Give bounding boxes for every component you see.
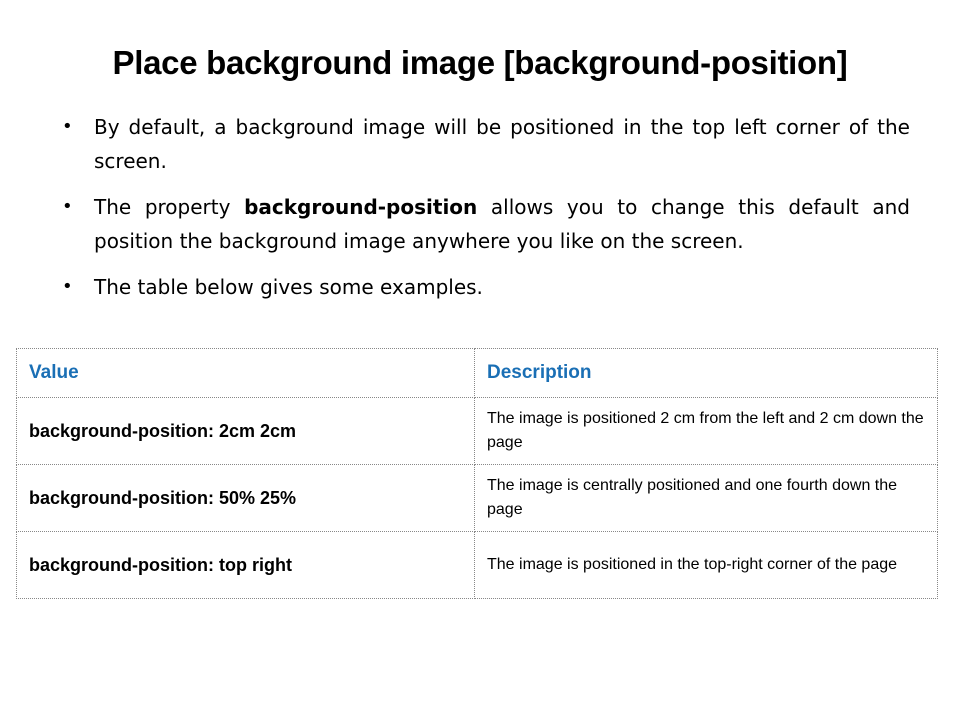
examples-table bbox=[16, 348, 938, 599]
bullet-text-before: The property bbox=[94, 195, 245, 219]
cell-description: The image is positioned in the top-right corner of the page bbox=[475, 532, 938, 599]
cell-value: background-position: 2cm 2cm bbox=[17, 398, 475, 465]
table-row bbox=[17, 398, 938, 465]
bullet-list bbox=[62, 110, 910, 316]
bullet-icon: • bbox=[62, 116, 73, 137]
table-header-row bbox=[17, 349, 938, 398]
cell-value: background-position: top right bbox=[17, 532, 475, 599]
bullet-item bbox=[62, 110, 910, 178]
bullet-item bbox=[62, 270, 910, 304]
cell-description: The image is positioned 2 cm from the left and 2 cm down the page bbox=[475, 398, 938, 465]
cell-value: background-position: 50% 25% bbox=[17, 465, 475, 532]
table-row bbox=[17, 465, 938, 532]
cell-description: The image is centrally positioned and one fourth down the page bbox=[475, 465, 938, 532]
bullet-text-bold: background-position bbox=[244, 195, 478, 219]
table-row bbox=[17, 532, 938, 599]
slide-title: Place background image [background-position] bbox=[112, 44, 848, 81]
bullet-icon: • bbox=[62, 276, 73, 297]
bullet-text-after: allows you to change this default and position the background image anywhere you like on the screen. bbox=[94, 195, 910, 253]
bullet-text: By default, a background image will be positioned in the top left corner of the screen. bbox=[94, 115, 910, 173]
column-header-value: Value bbox=[17, 349, 475, 398]
bullet-icon: • bbox=[62, 196, 73, 217]
column-header-description: Description bbox=[475, 349, 938, 398]
bullet-item bbox=[62, 190, 910, 258]
bullet-text: The table below gives some examples. bbox=[94, 275, 483, 299]
